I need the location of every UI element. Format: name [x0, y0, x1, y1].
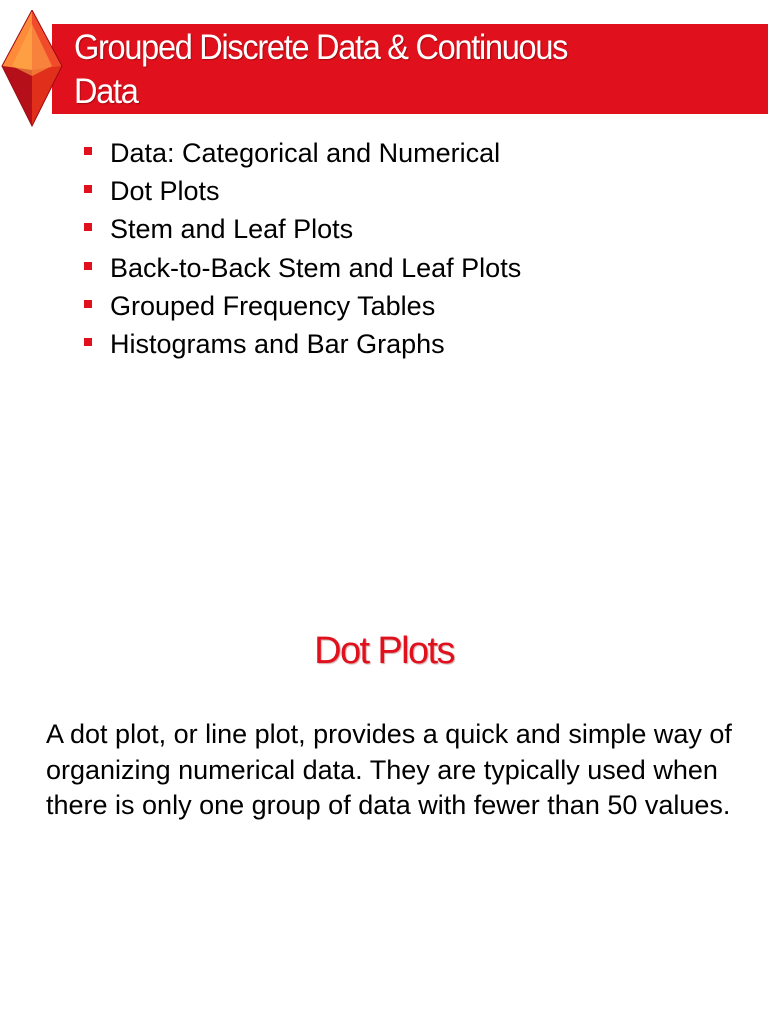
slide-2-title: Dot Plots [314, 630, 454, 672]
square-bullet-icon [84, 338, 92, 346]
bullet-text: Grouped Frequency Tables [110, 290, 436, 321]
bullet-text: Histograms and Bar Graphs [110, 328, 445, 359]
bullet-item [82, 249, 521, 287]
bullet-text: Dot Plots [110, 176, 220, 207]
bullet-item [82, 325, 521, 363]
slide-title-line-1: Grouped Discrete Data & Continuous [74, 28, 568, 67]
bullet-text: Stem and Leaf Plots [110, 214, 354, 245]
square-bullet-icon [84, 300, 92, 308]
square-bullet-icon [84, 185, 92, 193]
bullet-item [82, 210, 521, 248]
red-diamond-gem-icon [0, 10, 64, 128]
bullet-text: Back-to-Back Stem and Leaf Plots [110, 252, 522, 283]
bullet-item [82, 172, 521, 210]
slide-title-line-2: Data [74, 72, 138, 111]
square-bullet-icon [84, 147, 92, 155]
bullet-list [82, 134, 521, 363]
slide-title [74, 26, 688, 114]
bullet-item [82, 134, 521, 172]
bullet-item [82, 287, 521, 325]
square-bullet-icon [84, 262, 92, 270]
bullet-text: Data: Categorical and Numerical [110, 138, 501, 168]
square-bullet-icon [84, 223, 92, 231]
slide-2-body-text: A dot plot, or line plot, provides a quick and simple way of organizing numerical data. They are typically used when there is only one group of data with fewer than 50 values. [46, 719, 732, 820]
